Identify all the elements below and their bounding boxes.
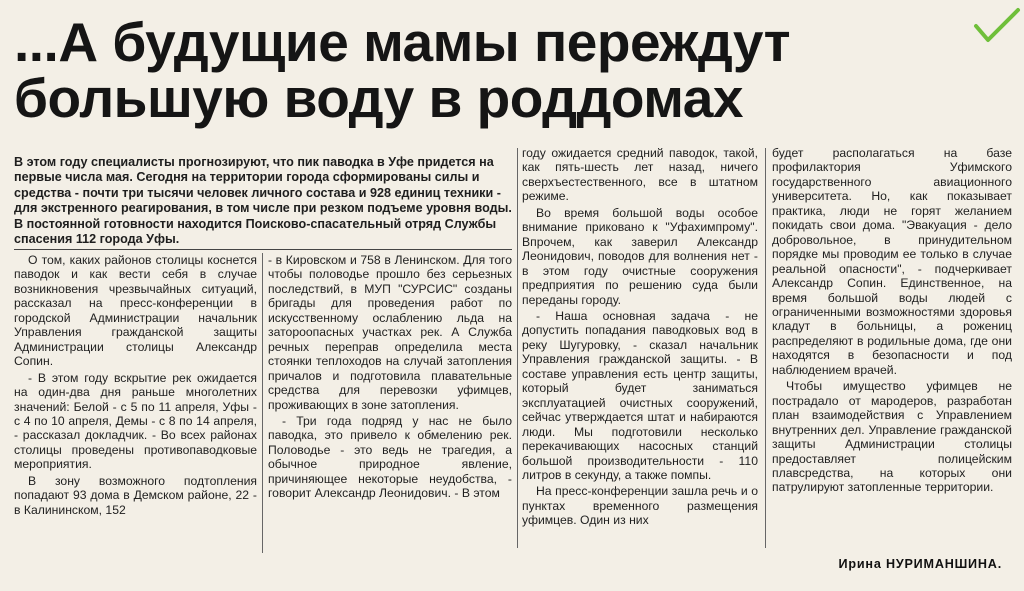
author-byline: Ирина НУРИМАНШИНА. — [838, 557, 1002, 571]
column-4-paragraph: Чтобы имущество уфимцев не пострадало от мародеров, разработан план взаимодействия с Управлением внутренних дел. Управление гражданской защиты Администрации столицы предоставляет полицейским плавсредства, на которых они патрулируют затопленные территории. — [772, 379, 1012, 495]
headline-line-2: большую воду в роддомах — [14, 67, 743, 129]
column-4-paragraph: будет располагаться на базе профилактория Уфимского государственного авиационного университета. Но, как показывает практика, люди не горят желанием покидать свои дома. "Эвакуация - дело добровольное, в принудительном порядке мы проводим ее только в случае реальной опасности", - подчеркивает Александр Сопин. Единственное, на время большой воды людей с ограниченными возможностями здоровья кладут в больницы, а рожениц распределяют в родильные дома, где они находятся в безопасности и под наблюдением врачей. — [772, 146, 1012, 377]
article-lead: В этом году специалисты прогнозируют, что пик паводка в Уфе придется на первые числа мая. Сегодня на территории города сформированы силы и средства - почти три тысячи человек личного состава и 928 единиц техники - для экстренного реагирования, в том числе при резком подъеме уровня воды. В постоянной готовности находится Поисково-спасательный отряд Службы спасения 112 города Уфы. — [14, 155, 512, 247]
column-3-paragraph: - Наша основная задача - не допустить попадания паводковых вод в реку Шугуровку, - сказал начальник Управления гражданской защиты. - В составе управления есть центр защиты, который будет заниматься эксплуатацией очистных сооружений, сейчас утверждается штат и набираются люди. Мы подготовили несколько перекачивающих насосных станций большой производительности - 110 литров в секунду, а также помпы. — [522, 308, 758, 482]
column-3-paragraph: году ожидается средний паводок, такой, как пять-шесть лет назад, ничего сверхъестественного, все в штатном режиме. — [522, 146, 758, 204]
column-divider-3 — [765, 148, 766, 548]
column-1-paragraph: - В этом году вскрытие рек ожидается на один-два дня раньше многолетних значений: Белой - с 5 по 11 апреля, Уфы - с 4 по 10 апреля, Демы - с 8 по 14 апреля, - рассказал докладчик. - Во всех районах столицы проведены противопаводковые мероприятия. — [14, 370, 257, 472]
column-2-paragraph: - в Кировском и 758 в Ленинском. Для того чтобы половодье прошло без серьезных последствий, в МУП "СУРСИС" созданы бригады для проведения работ по искусственному ослаблению льда на затороопасных участках рек. А Служба речных переправ определила места стоянки теплоходов на случай затопления причалов и подготовила плавательные средства для перевозки уфимцев, проживающих в зоне затопления. — [268, 253, 512, 412]
column-3 — [522, 146, 758, 530]
headline-line-1: ...А будущие мамы переждут — [14, 11, 791, 73]
column-1-paragraph: О том, каких районов столицы коснется паводок и как вести себя в случае возникновения чрезвычайных ситуаций, рассказал на пресс-конференции в городской Администрации начальник Управления гражданской защиты Администрации столицы Александр Сопин. — [14, 253, 257, 369]
column-1-paragraph: В зону возможного подтопления попадают 93 дома в Демском районе, 22 - в Калининском, 152 — [14, 473, 257, 517]
column-2-paragraph: - Три года подряд у нас не было паводка, это привело к обмелению рек. Половодье - это ведь не трагедия, а обычное природное явление, причиняющее некоторые неудобства, - говорит Александр Леонидович. - В этом — [268, 413, 512, 501]
column-2 — [268, 253, 512, 503]
lead-divider — [14, 249, 512, 250]
checkmark-icon — [968, 6, 1024, 46]
article-headline — [14, 11, 944, 129]
column-4 — [772, 146, 1012, 497]
column-3-paragraph: Во время большой воды особое внимание приковано к "Уфахимпрому". Впрочем, как заверил Александр Леонидович, поводов для волнения нет - в этом году очистные сооружения предприятия по решению суда были переданы городу. — [522, 205, 758, 307]
column-divider-1 — [262, 253, 263, 553]
column-1 — [14, 253, 257, 519]
column-3-paragraph: На пресс-конференции зашла речь и о пунктах временного размещения уфимцев. Один из них — [522, 484, 758, 528]
column-divider-2 — [517, 148, 518, 548]
